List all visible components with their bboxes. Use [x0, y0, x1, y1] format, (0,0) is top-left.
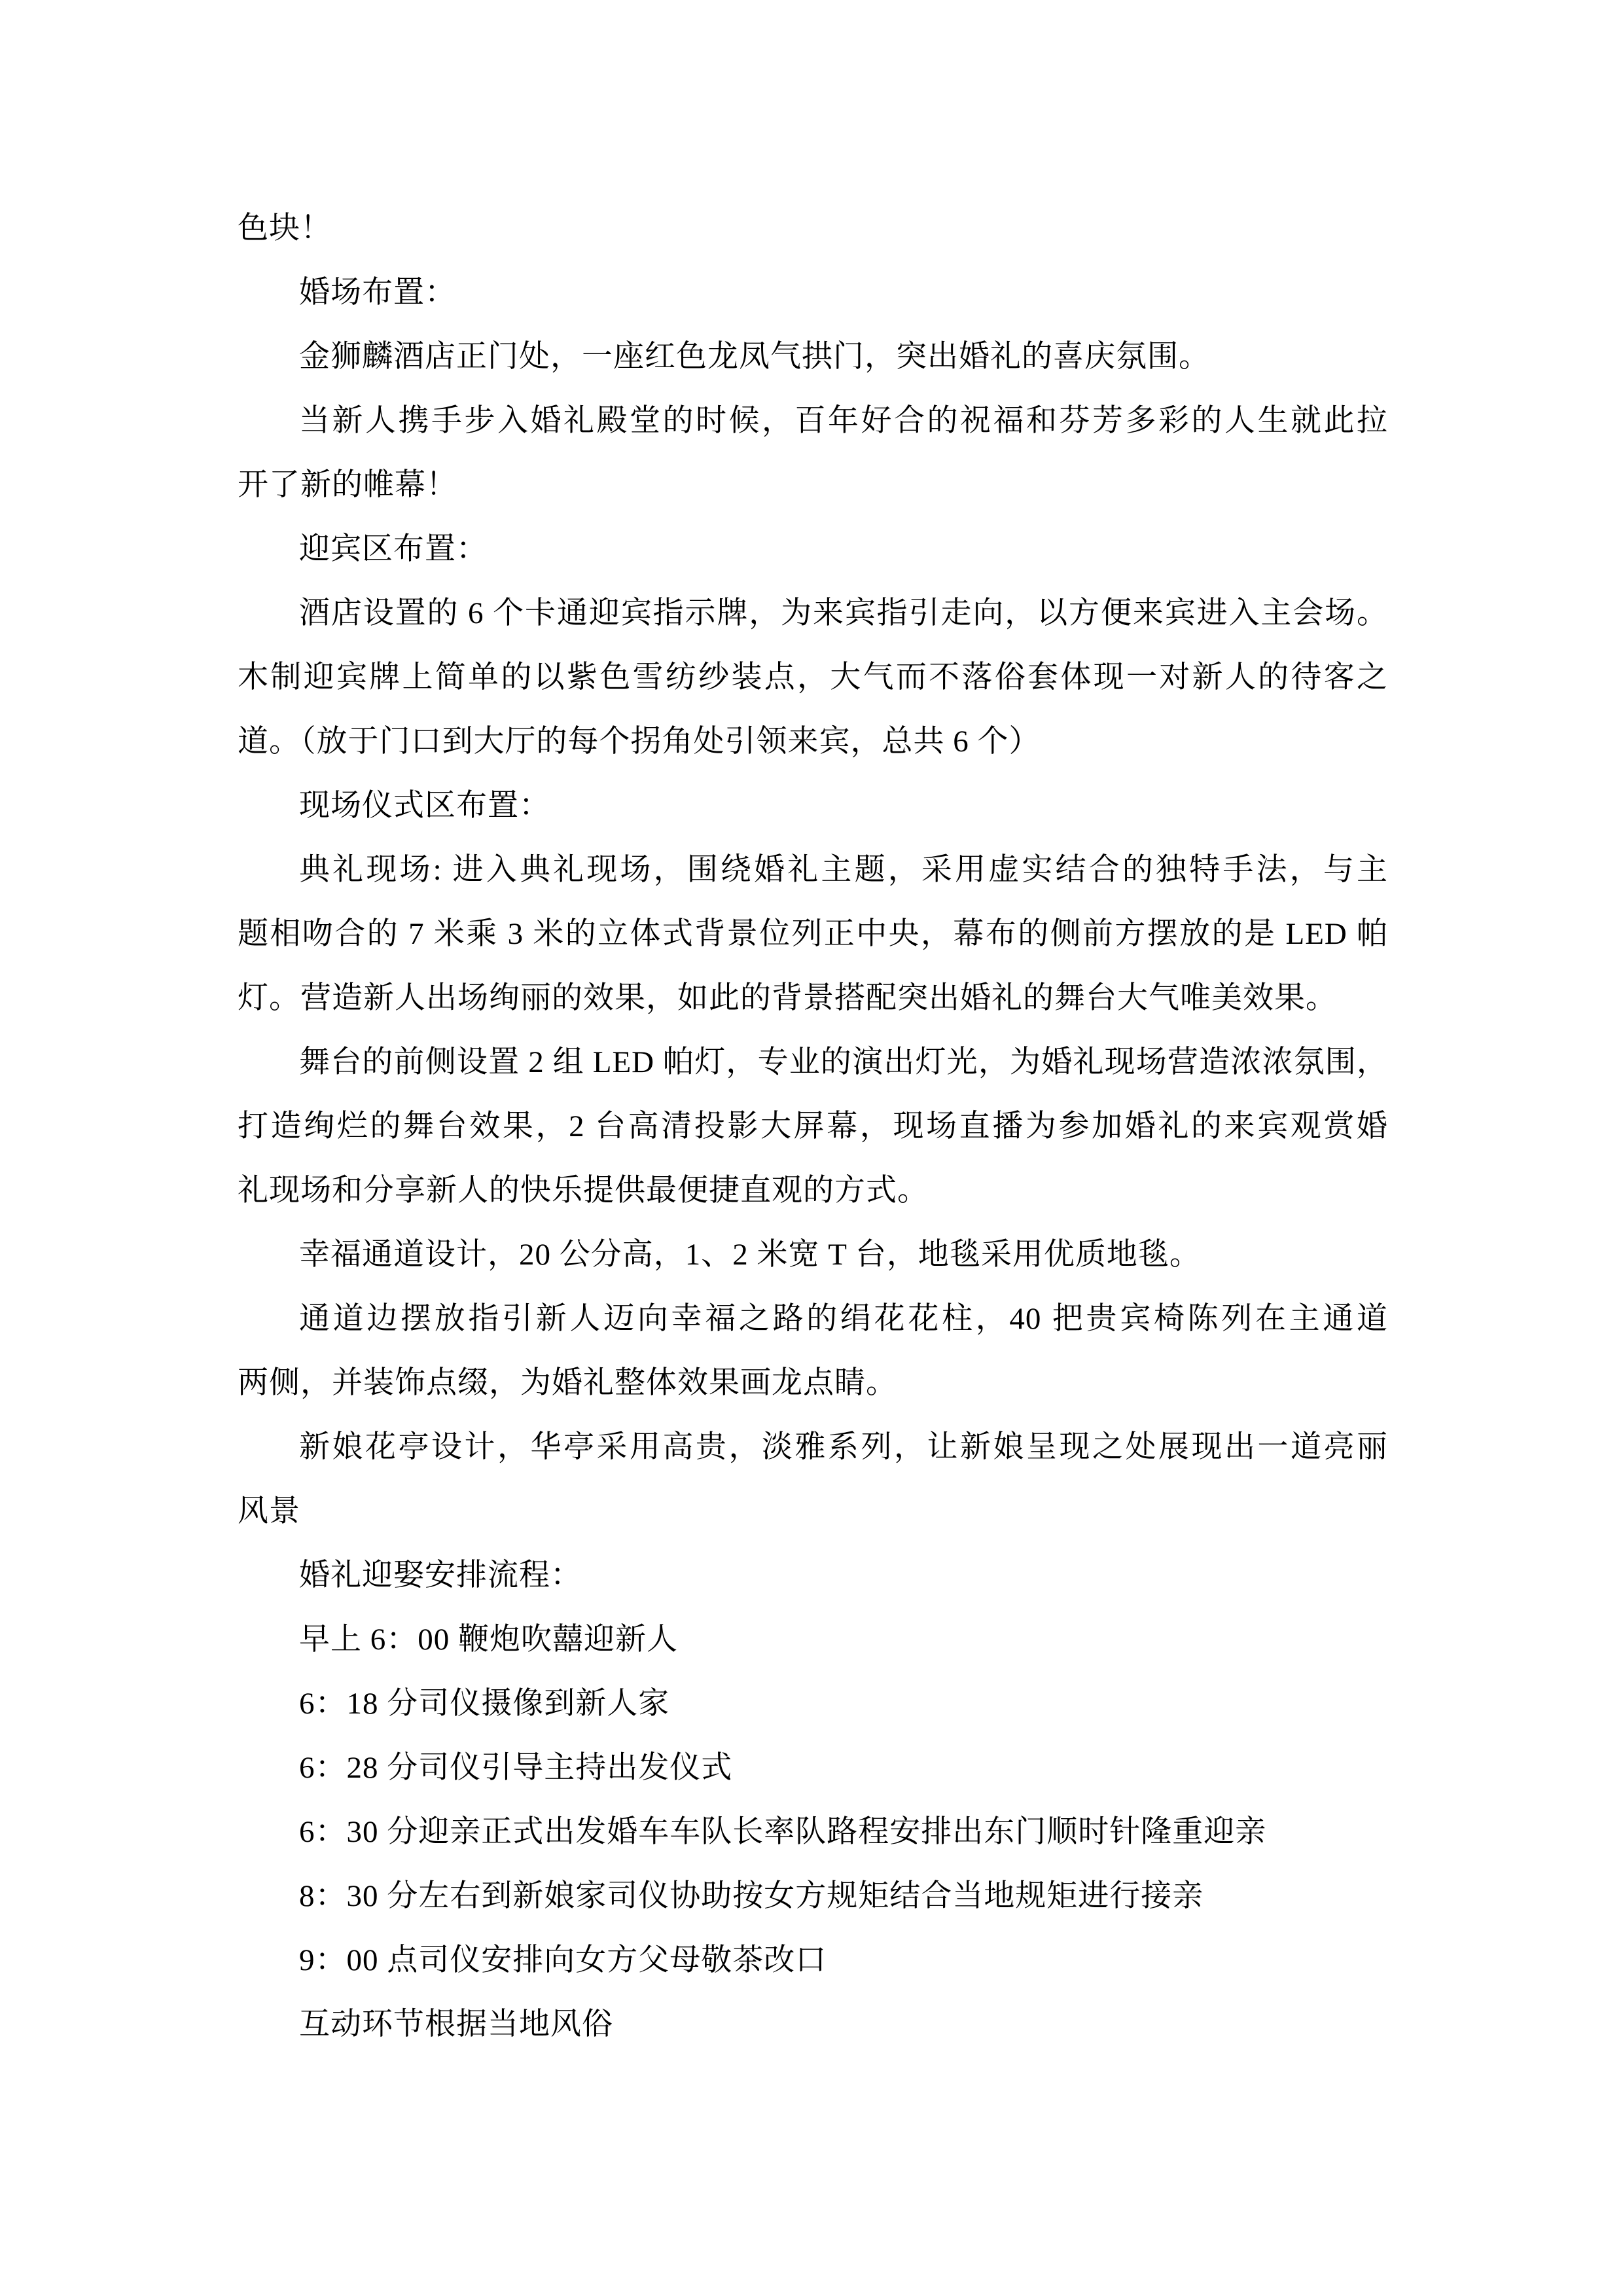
- text-line: 色块！: [238, 211, 332, 245]
- text-line: 木制迎宾牌上简单的以紫色雪纺纱装点，大气而不落俗套体现一对新人的待客之: [238, 660, 1388, 694]
- text-line: 互动环节根据当地风俗: [299, 2007, 613, 2041]
- text-line: 舞台的前侧设置 2 组 LED 帕灯，专业的演出灯光，为婚礼现场营造浓浓氛围，: [299, 1045, 1388, 1079]
- text-line: 6：30 分迎亲正式出发婚车车队长率队路程安排出东门顺时针隆重迎亲: [299, 1815, 1267, 1849]
- text-line: 金狮麟酒店正门处，一座红色龙凤气拱门，突出婚礼的喜庆氛围。: [299, 340, 1210, 374]
- text-line: 迎宾区布置：: [299, 532, 488, 566]
- text-line: 8：30 分左右到新娘家司仪协助按女方规矩结合当地规矩进行接亲: [299, 1879, 1204, 1913]
- text-line: 现场仪式区布置：: [299, 789, 550, 823]
- text-line: 新娘花亭设计，华亭采用高贵，淡雅系列，让新娘呈现之处展现出一道亮丽: [299, 1430, 1388, 1464]
- text-line: 当新人携手步入婚礼殿堂的时候，百年好合的祝福和芬芳多彩的人生就此拉: [299, 404, 1388, 438]
- text-line: 通道边摆放指引新人迈向幸福之路的绢花花柱，40 把贵宾椅陈列在主通道: [299, 1302, 1388, 1336]
- text-line: 题相吻合的 7 米乘 3 米的立体式背景位列正中央，幕布的侧前方摆放的是 LED 帕: [238, 917, 1388, 951]
- text-line: 开了新的帷幕！: [238, 468, 457, 502]
- text-line: 6：28 分司仪引导主持出发仪式: [299, 1751, 733, 1785]
- document-body: [238, 196, 1388, 2056]
- text-line: 风景: [238, 1494, 300, 1528]
- text-line: 打造绚烂的舞台效果，2 台高清投影大屏幕，现场直播为参加婚礼的来宾观赏婚: [238, 1109, 1388, 1143]
- text-line: 早上 6：00 鞭炮吹囍迎新人: [299, 1623, 678, 1657]
- text-line: 礼现场和分享新人的快乐提供最便捷直观的方式。: [238, 1174, 929, 1208]
- text-line: 婚场布置：: [299, 276, 456, 310]
- text-line: 两侧，并装饰点缀，为婚礼整体效果画龙点睛。: [238, 1366, 897, 1400]
- text-line: 6：18 分司仪摄像到新人家: [299, 1687, 670, 1721]
- text-line: 灯。营造新人出场绚丽的效果，如此的背景搭配突出婚礼的舞台大气唯美效果。: [238, 981, 1337, 1015]
- text-line: 幸福通道设计，20 公分高，1、2 米宽 T 台，地毯采用优质地毯。: [299, 1238, 1201, 1272]
- text-line: 典礼现场: 进入典礼现场，围绕婚礼主题，采用虚实结合的独特手法，与主: [299, 853, 1388, 887]
- text-line: 酒店设置的 6 个卡通迎宾指示牌，为来宾指引走向，以方便来宾进入主会场。: [299, 596, 1388, 630]
- text-line: 9：00 点司仪安排向女方父母敬茶改口: [299, 1943, 827, 1977]
- text-line: 道。（放于门口到大厅的每个拐角处引领来宾，总共 6 个）: [238, 725, 1041, 759]
- text-line: 婚礼迎娶安排流程：: [299, 1558, 582, 1592]
